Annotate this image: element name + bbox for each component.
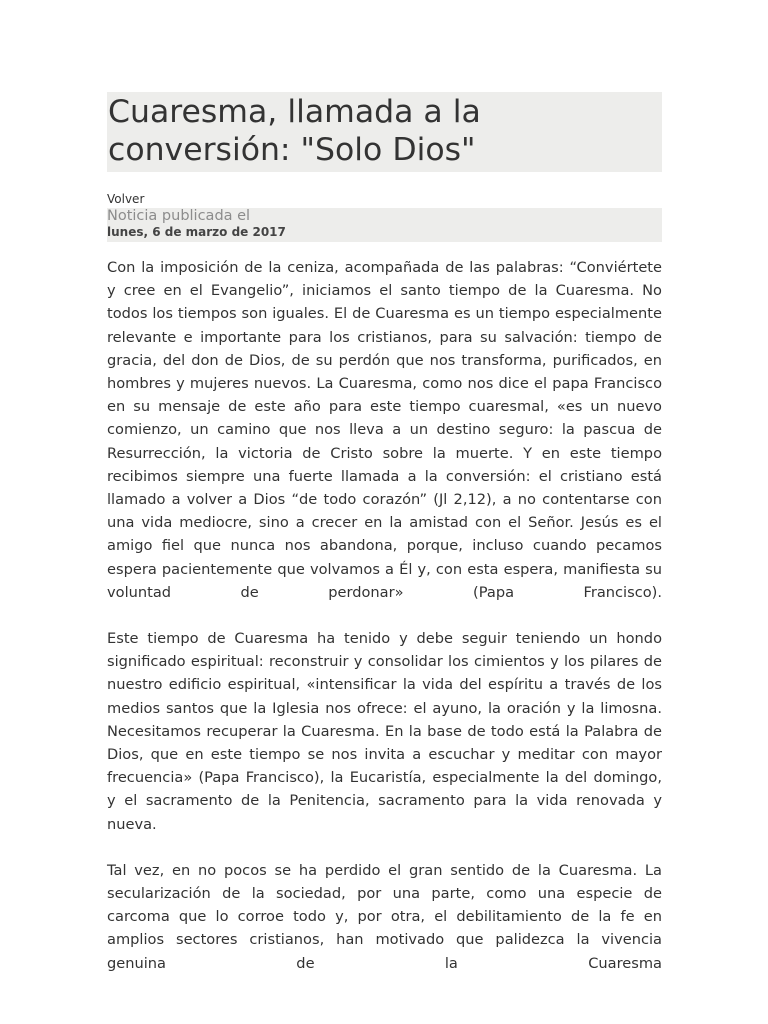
article-page xyxy=(107,92,662,998)
paragraph-3: Tal vez, en no pocos se ha perdido el gran sentido de la Cuaresma. La secularización de la sociedad, por una parte, como una especie de carcoma que lo corroe todo y, por otra, el debilitamiento de la fe en amplios sectores cristianos, han motivado que palidezca la vivencia genuina de la Cuaresma xyxy=(107,861,662,972)
paragraph-1: Con la imposición de la ceniza, acompañada de las palabras: “Conviértete y cree en el Evangelio”, iniciamos el santo tiempo de la Cuaresma. No todos los tiempos son iguales. El de Cuaresma es un tiempo especialmente relevante e importante para los cristianos, para su salvación: tiempo de gracia, del don de Dios, de su perdón que nos transforma, purificados, en hombres y mujeres nuevos. La Cuaresma, como nos dice el papa Francisco en su mensaje de este año para este tiempo cuaresmal, «es un nuevo comienzo, un camino que nos lleva a un destino seguro: la pascua de Resurrección, la victoria de Cristo sobre la muerte. Y en este tiempo recibimos siempre una fuerte llamada a la conversión: el cristiano está llamado a volver a Dios “de todo corazón” (Jl 2,12), a no contentarse con una vida mediocre, sino a crecer en la amistad con el Señor. Jesús es el amigo fiel que nunca nos abandona, porque, incluso cuando pecamos espera pacientemente que volvamos a Él y, con esta espera, manifiesta su voluntad de perdonar» (Papa Francisco). xyxy=(107,259,662,601)
published-label: Noticia publicada el xyxy=(107,208,251,224)
page-title: Cuaresma, llamada a la conversión: "Solo Dios" xyxy=(108,94,481,168)
paragraph-2: Este tiempo de Cuaresma ha tenido y debe seguir teniendo un hondo significado espiritual: reconstruir y consolidar los cimientos y los pilares de nuestro edificio espiritual, «intensificar la vida del espíritu a través de los medios santos que la Iglesia nos ofrece: el ayuno, la oración y la limosna. Necesitamos recuperar la Cuaresma. En la base de todo está la Palabra de Dios, que en este tiempo se nos invita a escuchar y meditar con mayor frecuencia» (Papa Francisco), la Eucaristía, especialmente la del domingo, y el sacramento de la Penitencia, sacramento para la vida renovada y nueva. xyxy=(107,630,662,833)
publication-info xyxy=(107,208,662,242)
title-box xyxy=(107,92,662,172)
back-link[interactable]: Volver xyxy=(107,192,145,206)
article-body xyxy=(107,256,662,975)
published-date: lunes, 6 de marzo de 2017 xyxy=(107,225,286,239)
